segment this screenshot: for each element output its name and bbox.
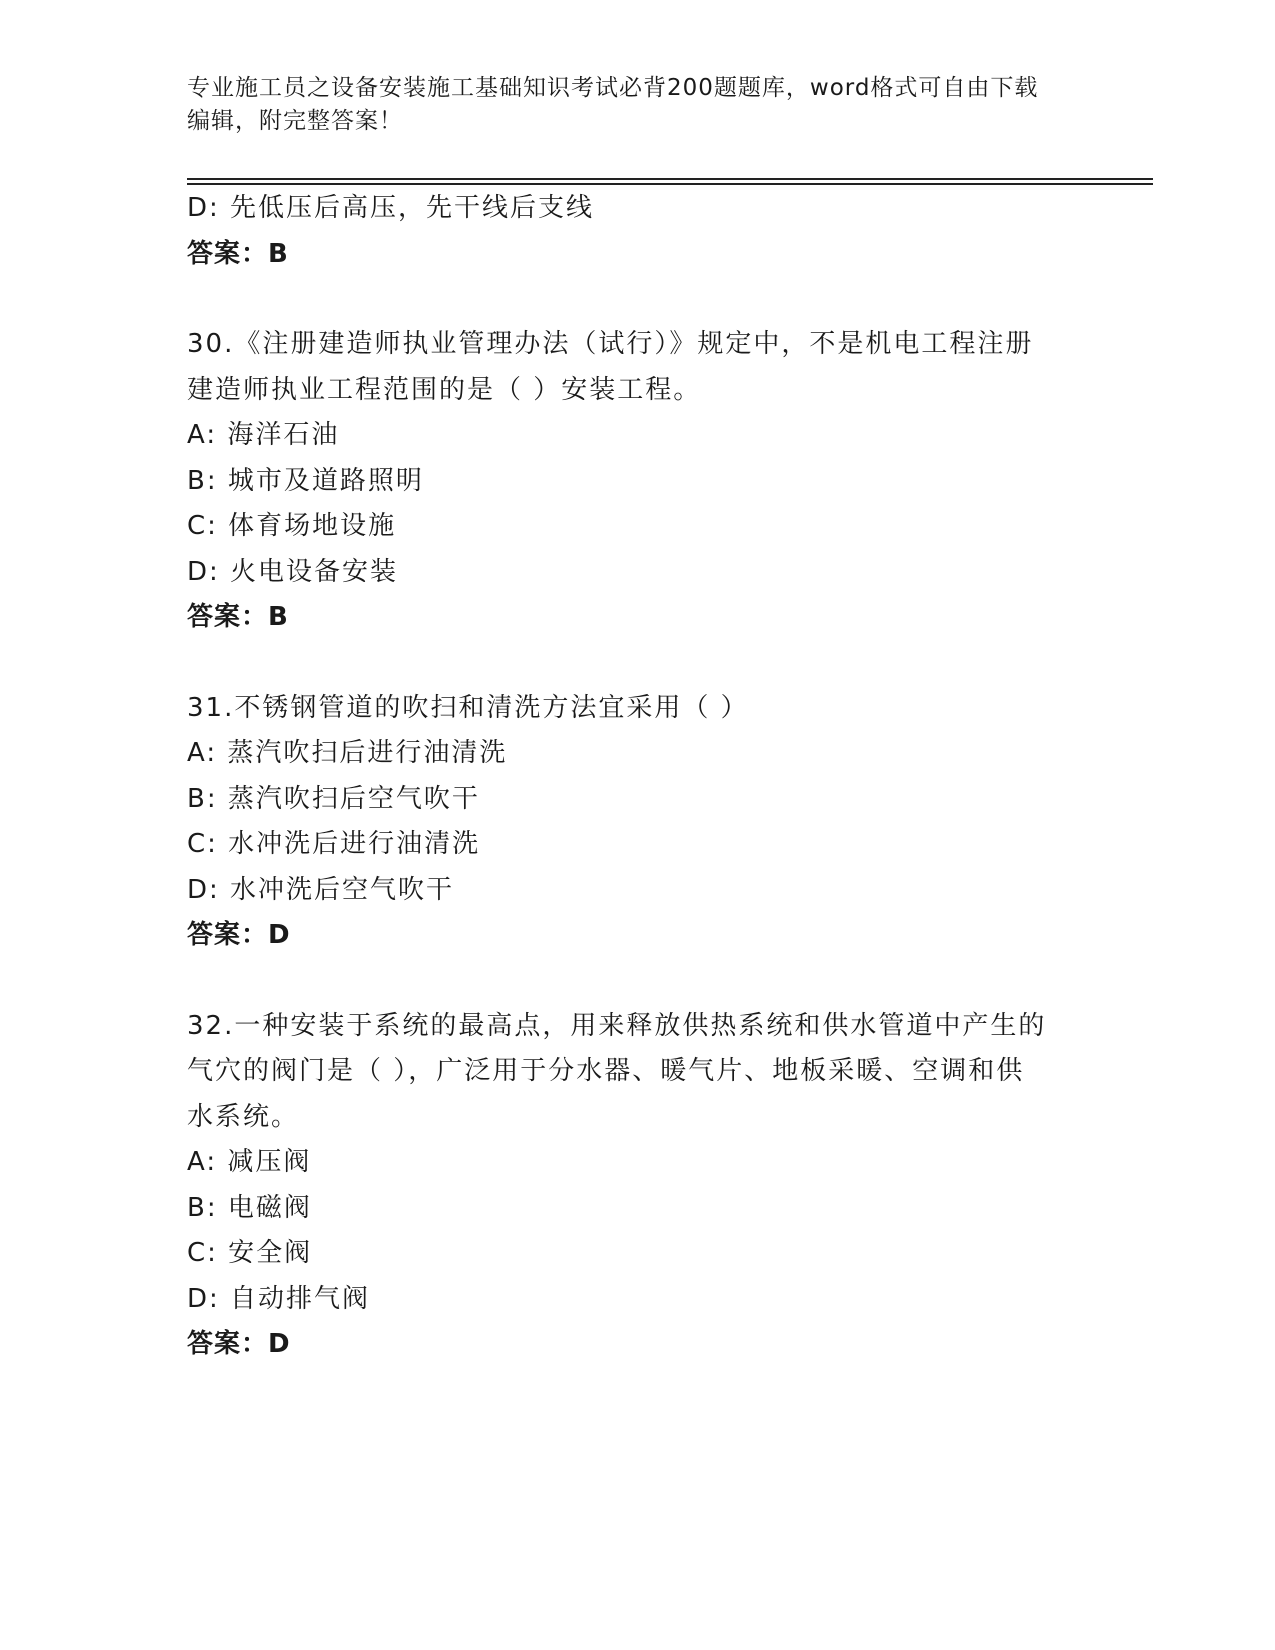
question-text-line: 水系统。 — [187, 1101, 300, 1132]
answer: 答案：B — [187, 602, 289, 632]
question-32 — [187, 1004, 1087, 1368]
previous-question-tail — [187, 186, 1087, 277]
answer: 答案：D — [187, 920, 291, 950]
answer: 答案：B — [187, 238, 289, 269]
option-b: B: 电磁阀 — [187, 1192, 312, 1223]
question-text-line: 30.《注册建造师执业管理办法（试行）》规定中，不是机电工程注册 — [187, 329, 1034, 359]
question-text-line: 31.不锈钢管道的吹扫和清洗方法宜采用（ ） — [187, 692, 749, 723]
option-a: A: 蒸汽吹扫后进行油清洗 — [187, 738, 508, 768]
option-b: B: 蒸汽吹扫后空气吹干 — [187, 783, 480, 814]
option-c: C: 安全阀 — [187, 1238, 313, 1268]
question-text-line: 气穴的阀门是（ ），广泛用于分水器、暖气片、地板采暖、空调和供 — [187, 1056, 1025, 1086]
header-divider-top — [187, 178, 1153, 180]
option-d: D: 先低压后高压，先干线后支线 — [187, 193, 595, 223]
option-c: C: 水冲洗后进行油清洗 — [187, 829, 481, 859]
header-line-2: 编辑，附完整答案！ — [187, 108, 403, 134]
spacer — [187, 641, 1087, 686]
question-31 — [187, 686, 1087, 959]
header-line-1: 专业施工员之设备安装施工基础知识考试必背200题题库，word格式可自由下载 — [187, 75, 1039, 101]
spacer — [187, 959, 1087, 1004]
option-a: A: 海洋石油 — [187, 420, 340, 450]
question-text-line: 建造师执业工程范围的是（ ）安装工程。 — [187, 374, 702, 405]
answer: 答案：D — [187, 1329, 291, 1359]
question-content — [187, 186, 1087, 1368]
option-d: D: 火电设备安装 — [187, 556, 399, 587]
spacer — [187, 277, 1087, 322]
option-a: A: 减压阀 — [187, 1147, 312, 1177]
option-c: C: 体育场地设施 — [187, 511, 397, 541]
option-d: D: 水冲洗后空气吹干 — [187, 874, 455, 905]
option-d: D: 自动排气阀 — [187, 1283, 371, 1314]
document-header — [187, 72, 1067, 138]
question-30 — [187, 322, 1087, 641]
question-text-line: 32.一种安装于系统的最高点，用来释放供热系统和供水管道中产生的 — [187, 1010, 1047, 1041]
header-divider-bottom — [187, 183, 1153, 185]
option-b: B: 城市及道路照明 — [187, 465, 424, 496]
